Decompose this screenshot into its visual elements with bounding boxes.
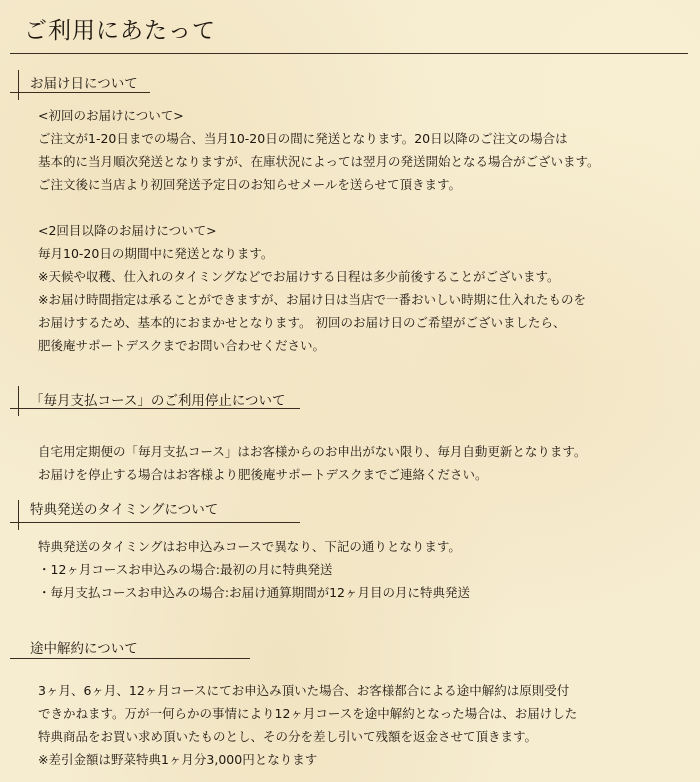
bonus-line: ・12ヶ月コースお申込みの場合:最初の月に特典発送: [38, 562, 333, 577]
second-delivery-line: お届けするため、基本的におまかせとなります。 初回のお届け日のご希望がございましたら、: [38, 315, 566, 330]
bonus-body: [38, 535, 470, 604]
section-underline-stop: [10, 408, 300, 409]
second-delivery-line: ※天候や収穫、仕入れのタイミングなどでお届けする日程は多少前後することがございます。: [38, 269, 560, 284]
second-delivery-line: ※お届け時間指定は承ることができますが、お届け日は当店で一番おいしい時期に仕入れたものを: [38, 292, 586, 307]
section-heading-bonus: 特典発送のタイミングについて: [30, 502, 219, 518]
first-delivery-line: ご注文後に当店より初回発送予定日のお知らせメールを送らせて頂きます。: [38, 177, 462, 192]
cancel-line: 特典商品をお買い求め頂いたものとし、その分を差し引いて残額を返金させて頂きます。: [38, 729, 538, 744]
second-delivery-line: 肥後庵サポートデスクまでお問い合わせください。: [38, 338, 326, 353]
section-heading-stop: 「毎月支払コース」のご利用停止について: [30, 393, 286, 409]
section-underline-bonus: [10, 522, 300, 523]
first-delivery-line: 基本的に当月順次発送となりますが、在庫状況によっては翌月の発送開始となる場合がございます。: [38, 154, 600, 169]
section-heading-cancel: 途中解約について: [30, 641, 138, 657]
section-mark-bonus: [18, 500, 19, 530]
page-title: ご利用にあたって: [24, 18, 216, 44]
stop-line: 自宅用定期便の「毎月支払コース」はお客様からのお申出がない限り、毎月自動更新となります。: [38, 444, 587, 459]
first-delivery-line: ご注文が1-20日までの場合、当月10-20日の間に発送となります。20日以降のご注文の場合は: [38, 131, 568, 146]
cancel-line: ※差引金額は野菜特典1ヶ月分3,000円となります: [38, 752, 318, 767]
spacer: [38, 196, 600, 219]
stop-line: お届けを停止する場合はお客様より肥後庵サポートデスクまでご連絡ください。: [38, 467, 488, 482]
second-delivery-line: 毎月10-20日の期間中に発送となります。: [38, 246, 274, 261]
bonus-line: 特典発送のタイミングはお申込みコースで異なり、下記の通りとなります。: [38, 539, 461, 554]
cancel-line: 3ヶ月、6ヶ月、12ヶ月コースにてお申込み頂いた場合、お客様都合による途中解約は原則受付: [38, 683, 570, 698]
first-delivery-heading: <初回のお届けについて>: [38, 108, 184, 123]
section-mark-delivery: [18, 70, 19, 100]
section-heading-delivery: お届け日について: [30, 76, 138, 92]
title-divider: [10, 53, 688, 54]
bonus-line: ・毎月支払コースお申込みの場合:お届け通算期間が12ヶ月目の月に特典発送: [38, 585, 470, 600]
second-delivery-heading: <2回目以降のお届けについて>: [38, 223, 217, 238]
delivery-body: [38, 104, 600, 357]
section-underline-delivery: [10, 92, 150, 93]
section-mark-stop: [18, 386, 19, 416]
cancel-body: [38, 679, 577, 771]
stop-body: [38, 440, 586, 486]
cancel-line: できかねます。万が一何らかの事情により12ヶ月コースを途中解約となった場合は、お届けした: [38, 706, 578, 721]
section-underline-cancel: [10, 658, 250, 659]
